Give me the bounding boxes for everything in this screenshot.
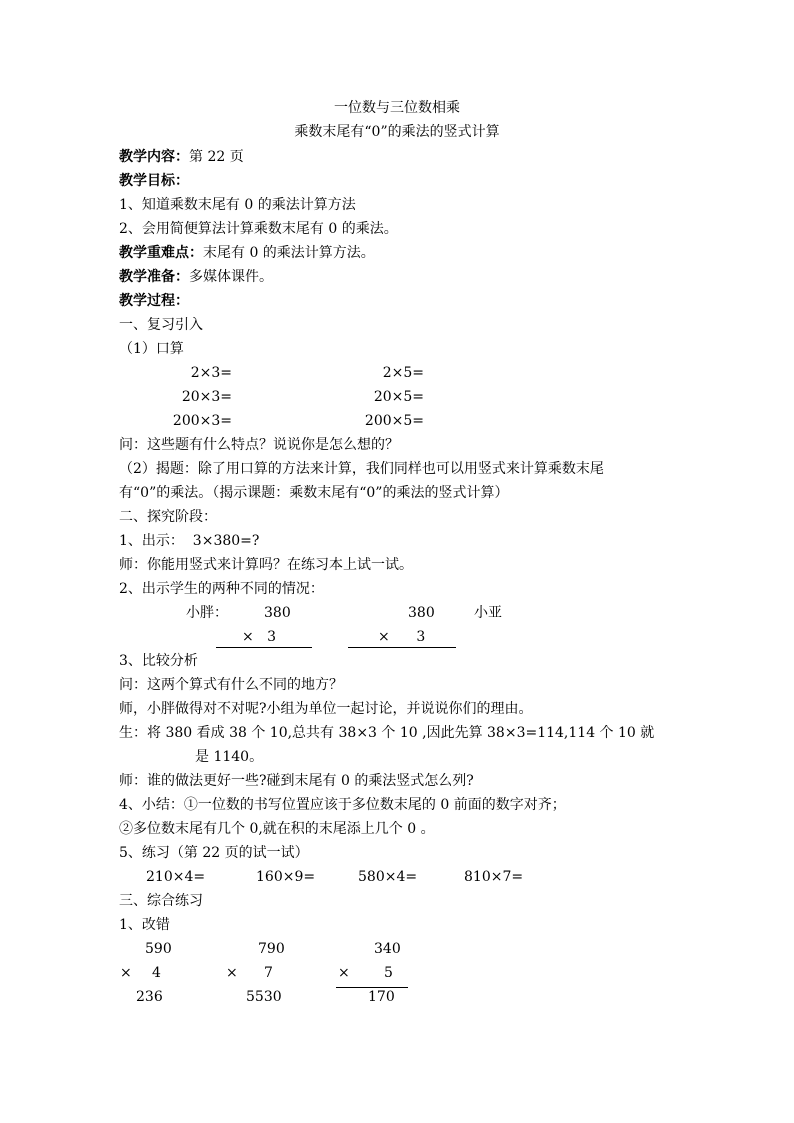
- correction-operator: ×: [338, 965, 350, 981]
- keypoint-label: 教学重难点：: [119, 245, 203, 261]
- oral-problem: 20×5=: [373, 389, 424, 405]
- objective-item: 1、知道乘数末尾有 0 的乘法计算方法: [119, 197, 356, 213]
- reveal-line: （2）揭题：除了用口算的方法来计算，我们同样也可以用竖式来计算乘数末尾: [119, 461, 604, 477]
- xiaopang-label: 小胖：: [186, 605, 228, 621]
- keypoint-value: 末尾有 0 的乘法计算方法。: [203, 245, 375, 261]
- correction-operator: ×: [226, 965, 238, 981]
- reveal-line: 有“0”的乘法。（揭示课题：乘数末尾有“0”的乘法的竖式计算）: [119, 485, 509, 501]
- oral-problem: 2×5=: [382, 365, 424, 381]
- cases-line: 2、出示学生的两种不同的情况：: [119, 581, 324, 597]
- xiaoya-label: 小亚: [474, 605, 502, 621]
- part1-heading: 一、复习引入: [119, 317, 203, 333]
- question-line: 问：这两个算式有什么不同的地方？: [119, 677, 343, 693]
- process-label: 教学过程：: [119, 293, 189, 309]
- correct-label: 1、改错: [119, 917, 170, 933]
- correction-multiplicand: 340: [374, 941, 401, 957]
- correction-multiplicand: 790: [258, 941, 285, 957]
- content-line: [119, 147, 244, 167]
- correction-result: 236: [136, 989, 163, 1005]
- practice-problem: 210×4=: [146, 869, 206, 885]
- correction-multiplier: 5: [384, 965, 393, 981]
- teacher-line: 师，小胖做得对不对呢?小组为单位一起讨论，并说说你们的理由。: [119, 701, 533, 717]
- oral-problem: 200×5=: [364, 413, 424, 429]
- xiaoya-multiplicand: 380: [408, 605, 435, 621]
- xiaopang-multiplicand: 380: [264, 605, 291, 621]
- objective-item: 2、会用简便算法计算乘数末尾有 0 的乘法。: [119, 221, 398, 237]
- oral-label: （1）口算: [119, 341, 184, 357]
- part3-heading: 三、综合练习: [119, 893, 203, 909]
- correction-multiplier: 4: [152, 965, 161, 981]
- practice-line: 5、练习（第 22 页的试一试）: [119, 845, 309, 861]
- oral-problem: 2×3=: [190, 365, 232, 381]
- xiaoya-rule: [348, 647, 456, 648]
- prep-value: 多媒体课件。: [189, 269, 273, 285]
- objectives-label: 教学目标：: [119, 173, 189, 189]
- oral-problem: 200×3=: [172, 413, 232, 429]
- keypoint-line: [119, 243, 375, 263]
- correction-result: 170: [368, 989, 395, 1005]
- part2-heading: 二、探究阶段：: [119, 509, 217, 525]
- teacher-line: 师：你能用竖式来计算吗？在练习本上试一试。: [119, 557, 413, 573]
- xiaoya-multiplier: × 3: [378, 629, 426, 645]
- page-subtitle: 乘数末尾有“0”的乘法的竖式计算: [294, 124, 500, 140]
- show-line: 1、出示： 3×380=?: [119, 533, 260, 549]
- page-title: 一位数与三位数相乘: [334, 100, 460, 116]
- content-value: 第 22 页: [189, 149, 244, 165]
- correction-operator: ×: [120, 965, 132, 981]
- summary-line: ②多位数末尾有几个 0,就在积的末尾添上几个 0 。: [119, 821, 435, 837]
- practice-problem: 160×9=: [256, 869, 316, 885]
- oral-problem: 20×3=: [181, 389, 232, 405]
- content-label: 教学内容：: [119, 149, 189, 165]
- correction-multiplier: 7: [264, 965, 273, 981]
- prep-label: 教学准备：: [119, 269, 189, 285]
- xiaopang-multiplier: × 3: [242, 629, 276, 645]
- question-line: 问：这些题有什么特点？说说你是怎么想的？: [119, 437, 399, 453]
- correction-result: 5530: [246, 989, 282, 1005]
- student-line: 是 1140。: [195, 749, 264, 765]
- correction-multiplicand: 590: [145, 941, 172, 957]
- practice-problem: 810×7=: [464, 869, 524, 885]
- student-line: 生：将 380 看成 38 个 10,总共有 38×3 个 10 ,因此先算 38×3=114,114 个 10 就: [119, 725, 655, 741]
- compare-line: 3、比较分析: [119, 653, 198, 669]
- practice-problem: 580×4=: [358, 869, 418, 885]
- prep-line: [119, 267, 273, 287]
- xiaopang-rule: [216, 647, 312, 648]
- summary-line: 4、小结：①一位数的书写位置应该于多位数末尾的 0 前面的数字对齐；: [119, 797, 566, 813]
- teacher-line: 师：谁的做法更好一些?碰到末尾有 0 的乘法竖式怎么列?: [119, 773, 474, 789]
